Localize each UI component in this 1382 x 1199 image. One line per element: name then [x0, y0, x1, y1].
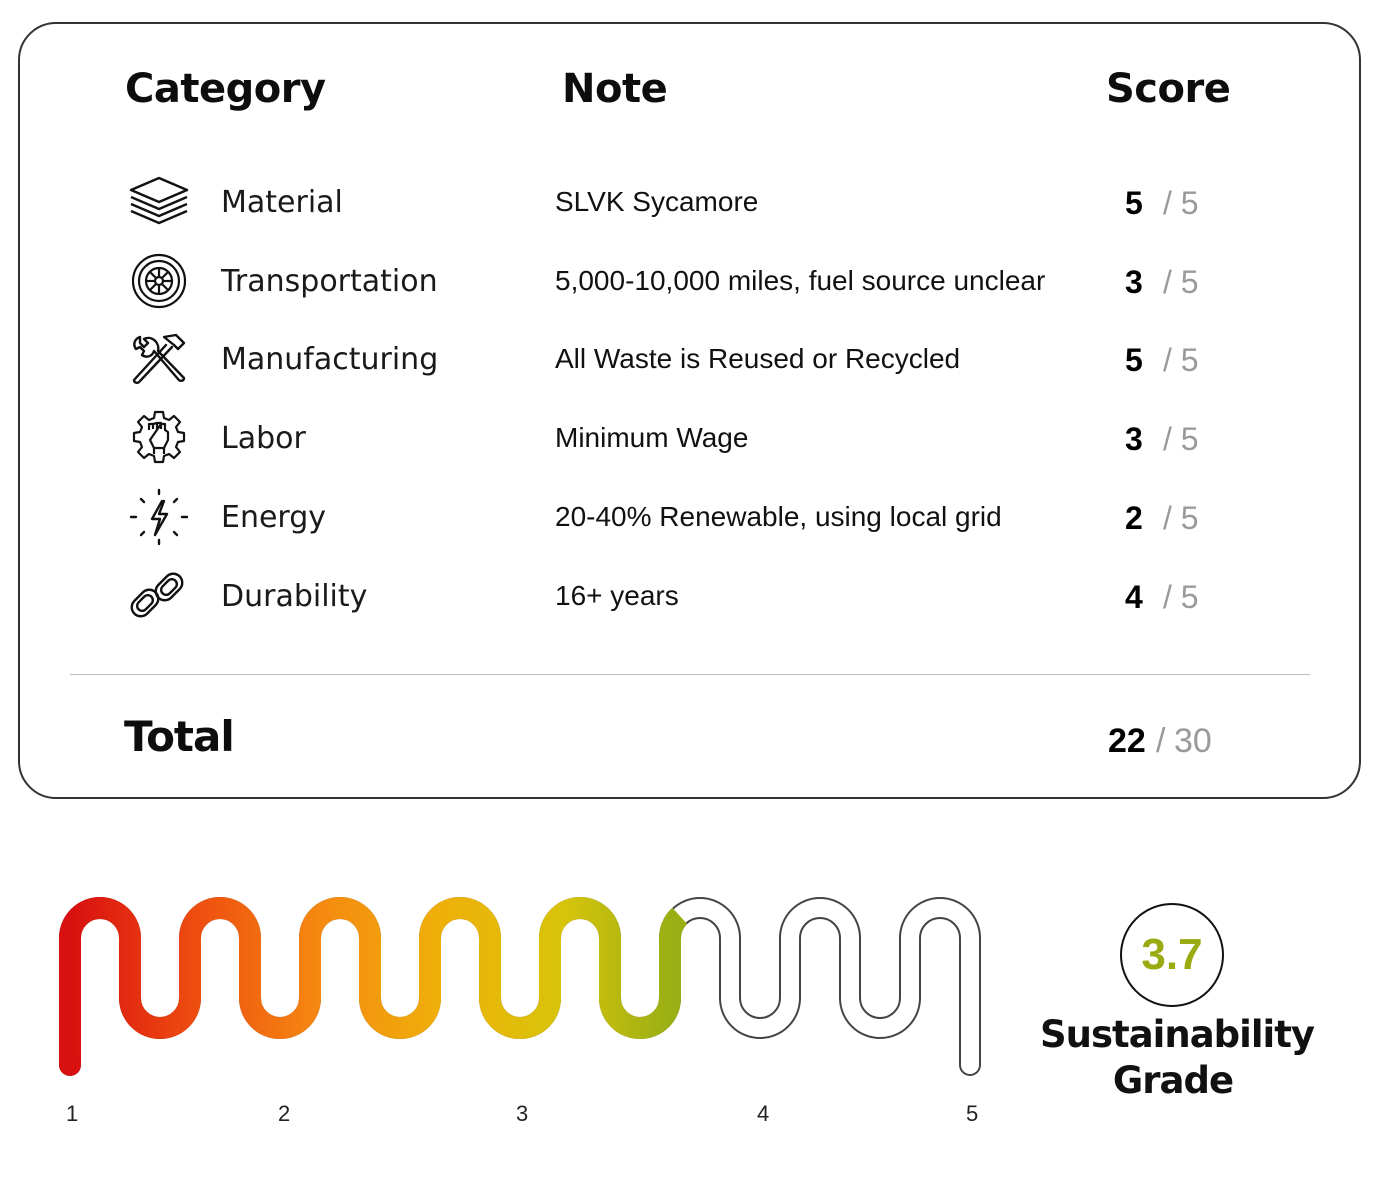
note-text: 20-40% Renewable, using local grid — [555, 501, 1002, 532]
table-row — [0, 251, 1382, 311]
grade-value: 3.7 — [1141, 930, 1203, 979]
score-value: 5 — [1125, 185, 1143, 221]
table-row — [0, 172, 1382, 232]
note-text: All Waste is Reused or Recycled — [555, 343, 961, 374]
category-header: Category — [125, 66, 326, 112]
grade-label-line1: Sustainability — [1040, 1013, 1314, 1056]
table-row — [0, 566, 1382, 626]
score-max: / 5 — [1163, 500, 1199, 536]
grade-label-line2: Grade — [1112, 1059, 1234, 1102]
layers-icon — [128, 172, 190, 232]
chain-link-icon — [128, 566, 190, 626]
gauge-track-outline — [70, 908, 970, 1065]
table-row — [0, 487, 1382, 547]
score-value: 3 — [1125, 264, 1143, 300]
grade-value-circle — [1120, 903, 1224, 1007]
grade-label — [1040, 1012, 1314, 1104]
score-max: / 5 — [1163, 579, 1199, 615]
gauge-filled-track — [59, 908, 970, 1076]
score-value: 2 — [1125, 500, 1143, 536]
note-text: 16+ years — [555, 580, 679, 611]
category-label: Manufacturing — [221, 342, 439, 377]
score-value: 4 — [1125, 579, 1143, 615]
category-label: Durability — [221, 579, 368, 614]
gauge-tick-label: 2 — [278, 1101, 291, 1126]
lightning-icon — [128, 487, 190, 547]
total-score: 22 — [1108, 722, 1146, 760]
gauge-tick-label: 5 — [966, 1101, 979, 1126]
note-header: Note — [562, 66, 668, 112]
score-max: / 5 — [1163, 264, 1199, 300]
table-row — [0, 329, 1382, 389]
tools-icon — [128, 329, 190, 389]
gauge-tick-label: 1 — [66, 1101, 79, 1126]
total-max: 30 — [1174, 722, 1212, 760]
fist-gear-icon — [128, 408, 190, 468]
note-text: Minimum Wage — [555, 422, 749, 453]
gauge-fill-path — [70, 908, 970, 1065]
score-max: / 5 — [1163, 185, 1199, 221]
category-label: Labor — [221, 421, 306, 456]
gauge-track-inner — [70, 908, 970, 1065]
note-text: SLVK Sycamore — [555, 186, 759, 217]
category-label: Material — [221, 185, 343, 220]
tire-icon — [128, 251, 190, 311]
gauge-tick-label: 3 — [516, 1101, 529, 1126]
category-label: Energy — [221, 500, 327, 535]
score-max: / 5 — [1163, 421, 1199, 457]
gauge-start-cap — [59, 1054, 81, 1076]
score-value: 5 — [1125, 342, 1143, 378]
category-label: Transportation — [221, 264, 438, 299]
total-separator: / — [1156, 722, 1166, 760]
note-text: 5,000-10,000 miles, fuel source unclear — [555, 265, 1046, 296]
sustainability-gauge — [0, 870, 1010, 1160]
gauge-empty-track — [70, 908, 970, 1065]
total-divider — [70, 674, 1310, 675]
total-label: Total — [124, 712, 234, 761]
gauge-tick-label: 4 — [757, 1101, 770, 1126]
score-max: / 5 — [1163, 342, 1199, 378]
score-value: 3 — [1125, 421, 1143, 457]
score-header: Score — [1106, 66, 1231, 112]
table-row — [0, 408, 1382, 468]
